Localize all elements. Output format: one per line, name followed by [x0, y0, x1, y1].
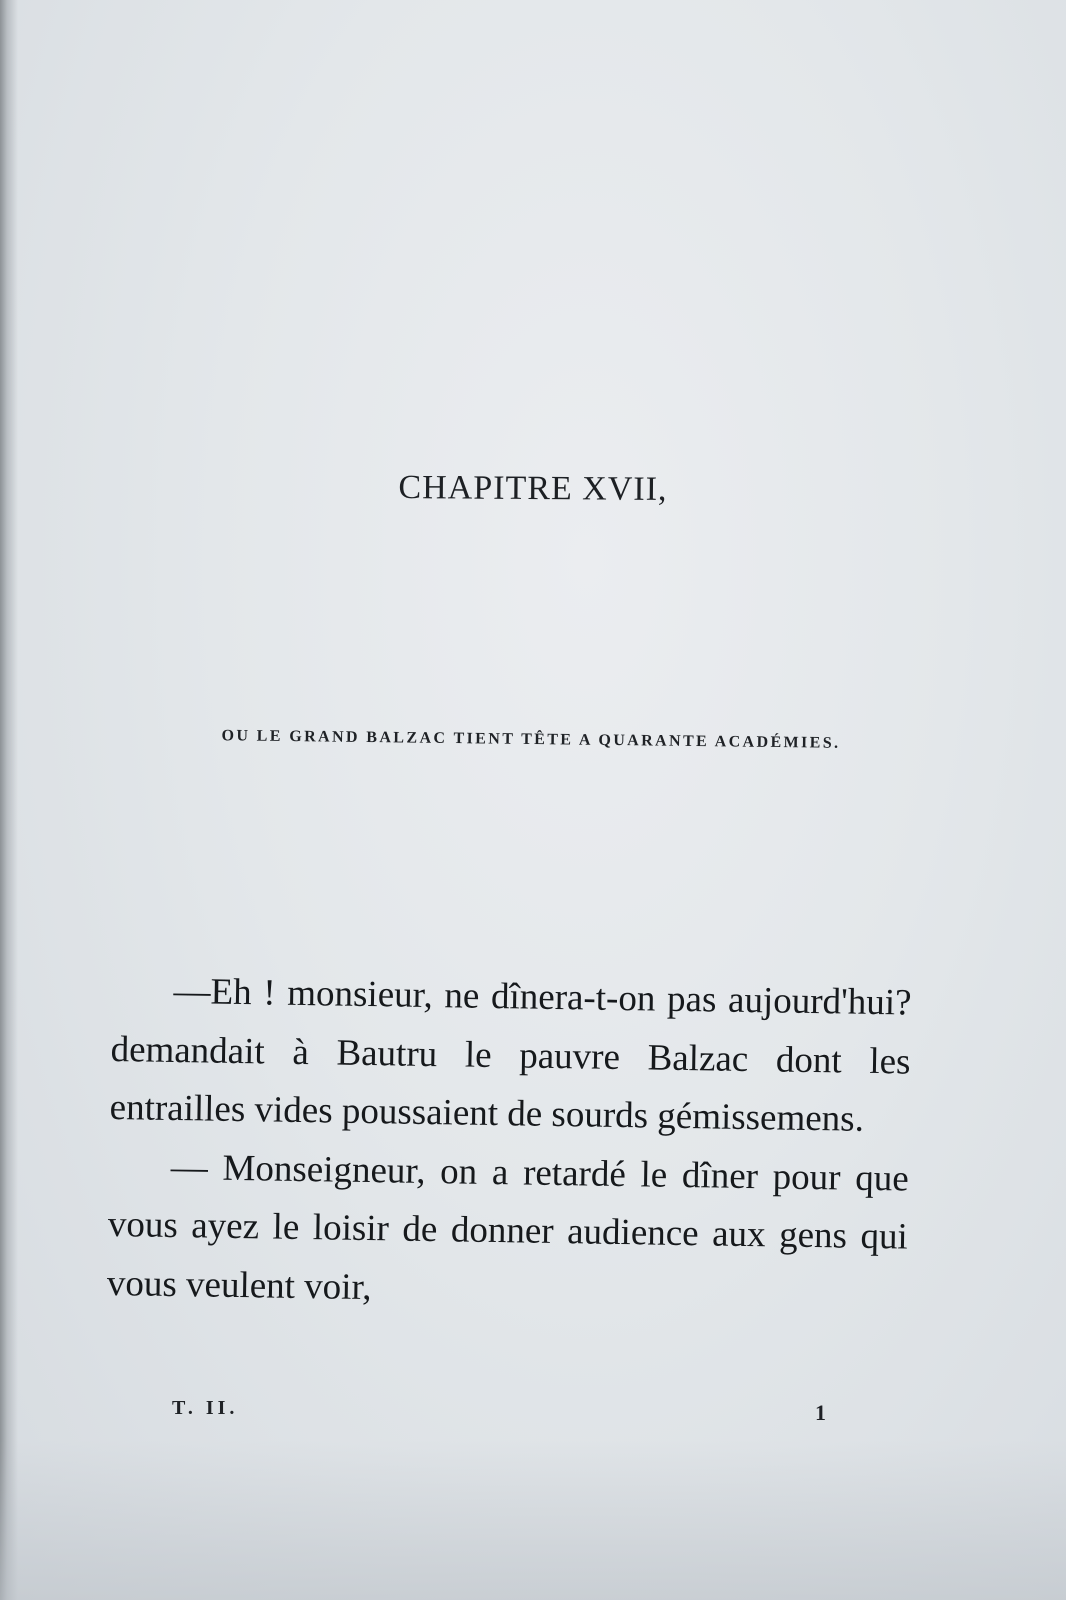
footer-signature: T. II. — [172, 1397, 239, 1419]
paragraph: — Monseigneur, on a retardé le dîner pour que vous ayez le loisir de donner audience aux gens qui vous veulent voir, — [106, 1146, 910, 1308]
chapter-title: CHAPITRE XVII, — [398, 469, 668, 508]
chapter-subtitle: OU LE GRAND BALZAC TIENT TÊTE A QUARANTE ACADÉMIES. — [221, 727, 841, 752]
paragraph: —Eh ! monsieur, ne dînera-t-on pas aujourd'hui? demandait à Bautru le pauvre Balzac dont les entrailles vides poussaient de sourds gémissemens. — [109, 970, 912, 1140]
footer-page-number: 1 — [815, 1400, 826, 1425]
page-binding-shadow — [0, 0, 18, 1600]
body-text — [106, 962, 911, 1326]
page-bottom-shadow — [0, 1440, 1066, 1600]
